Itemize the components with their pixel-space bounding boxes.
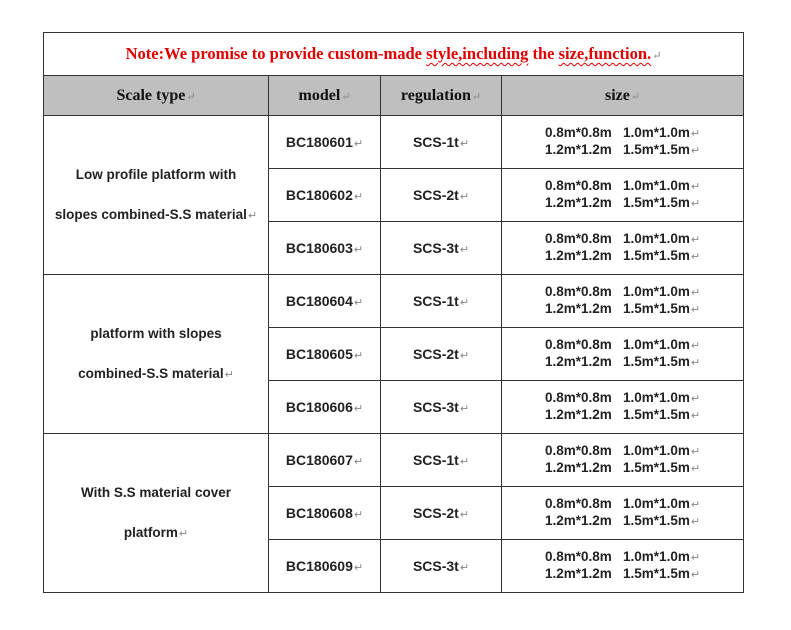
- note-cell: [44, 33, 744, 76]
- header-scale-type: [44, 76, 269, 116]
- size-line-1: [502, 337, 743, 354]
- scale-type-line-2: slopes combined-S.S material: [54, 206, 247, 222]
- size-line-1-text: 0.8m*0.8m 1.0m*1.0m: [544, 390, 690, 405]
- size-cell: [502, 275, 744, 328]
- scale-type-cell: [44, 116, 269, 275]
- size-line-2-text: 1.2m*1.2m 1.5m*1.5m: [544, 354, 690, 369]
- size-line-2: [502, 248, 743, 265]
- model-value: BC180604: [285, 293, 353, 309]
- paragraph-mark-icon: ↵: [690, 499, 701, 511]
- size-line-2-text: 1.2m*1.2m 1.5m*1.5m: [544, 195, 690, 210]
- paragraph-mark-icon: ↵: [459, 350, 470, 362]
- regulation-value: SCS-2t: [412, 505, 459, 521]
- size-cell: [502, 540, 744, 593]
- note-row: [44, 33, 744, 76]
- header-regulation: [381, 76, 502, 116]
- header-scale-type-label: Scale type: [116, 86, 186, 104]
- size-line-2-text: 1.2m*1.2m 1.5m*1.5m: [544, 248, 690, 263]
- paragraph-mark-icon: ↵: [353, 138, 364, 150]
- size-line-2: [502, 513, 743, 530]
- size-line-2: [502, 195, 743, 212]
- model-cell: [269, 381, 381, 434]
- size-line-2: [502, 301, 743, 318]
- regulation-value: SCS-1t: [412, 293, 459, 309]
- paragraph-mark-icon: ↵: [690, 569, 701, 581]
- paragraph-mark-icon: ↵: [690, 287, 701, 299]
- regulation-cell: [381, 222, 502, 275]
- header-model: [269, 76, 381, 116]
- model-value: BC180606: [285, 399, 353, 415]
- regulation-value: SCS-3t: [412, 240, 459, 256]
- note-underlined-1: style,including: [426, 44, 529, 63]
- size-cell: [502, 222, 744, 275]
- paragraph-mark-icon: ↵: [341, 90, 351, 103]
- size-line-1: [502, 231, 743, 248]
- paragraph-mark-icon: ↵: [690, 340, 701, 352]
- scale-type-line-2: combined-S.S material: [78, 365, 224, 381]
- paragraph-mark-icon: ↵: [459, 244, 470, 256]
- scale-type-line-1: With S.S material cover: [81, 484, 231, 500]
- scale-type-cell: [44, 434, 269, 593]
- model-value: BC180601: [285, 134, 353, 150]
- header-regulation-label: regulation: [400, 86, 471, 104]
- paragraph-mark-icon: ↵: [690, 463, 701, 475]
- size-line-1-text: 0.8m*0.8m 1.0m*1.0m: [544, 443, 690, 458]
- size-line-1: [502, 496, 743, 513]
- table-row: [44, 275, 744, 328]
- header-size-label: size: [604, 86, 630, 104]
- size-line-2-text: 1.2m*1.2m 1.5m*1.5m: [544, 566, 690, 581]
- regulation-cell: [381, 275, 502, 328]
- size-line-1-text: 0.8m*0.8m 1.0m*1.0m: [544, 496, 690, 511]
- model-value: BC180609: [285, 558, 353, 574]
- size-line-1: [502, 284, 743, 301]
- paragraph-mark-icon: ↵: [353, 403, 364, 415]
- paragraph-mark-icon: ↵: [353, 509, 364, 521]
- paragraph-mark-icon: ↵: [224, 368, 234, 381]
- paragraph-mark-icon: ↵: [690, 198, 701, 210]
- size-line-1: [502, 549, 743, 566]
- paragraph-mark-icon: ↵: [690, 128, 701, 140]
- regulation-cell: [381, 540, 502, 593]
- regulation-cell: [381, 328, 502, 381]
- paragraph-mark-icon: ↵: [690, 410, 701, 422]
- regulation-value: SCS-3t: [412, 399, 459, 415]
- paragraph-mark-icon: ↵: [353, 350, 364, 362]
- paragraph-mark-icon: ↵: [630, 90, 641, 103]
- header-row: [44, 76, 744, 116]
- size-line-1-text: 0.8m*0.8m 1.0m*1.0m: [544, 337, 690, 352]
- regulation-value: SCS-1t: [412, 134, 459, 150]
- size-cell: [502, 328, 744, 381]
- size-cell: [502, 487, 744, 540]
- regulation-cell: [381, 116, 502, 169]
- scale-type-cell: [44, 275, 269, 434]
- paragraph-mark-icon: ↵: [459, 509, 470, 521]
- size-line-1: [502, 443, 743, 460]
- size-line-2-text: 1.2m*1.2m 1.5m*1.5m: [544, 407, 690, 422]
- paragraph-mark-icon: ↵: [690, 446, 701, 458]
- model-cell: [269, 275, 381, 328]
- regulation-value: SCS-2t: [412, 187, 459, 203]
- paragraph-mark-icon: ↵: [247, 209, 258, 222]
- paragraph-mark-icon: ↵: [690, 234, 701, 246]
- size-cell: [502, 169, 744, 222]
- paragraph-mark-icon: ↵: [353, 297, 364, 309]
- size-line-1-text: 0.8m*0.8m 1.0m*1.0m: [544, 284, 690, 299]
- regulation-value: SCS-2t: [412, 346, 459, 362]
- paragraph-mark-icon: ↵: [353, 456, 364, 468]
- model-cell: [269, 169, 381, 222]
- size-line-1-text: 0.8m*0.8m 1.0m*1.0m: [544, 231, 690, 246]
- header-model-label: model: [298, 86, 341, 104]
- note-underlined-2: size,function.: [558, 44, 652, 63]
- size-line-2: [502, 354, 743, 371]
- spec-table: [43, 32, 744, 593]
- size-line-1-text: 0.8m*0.8m 1.0m*1.0m: [544, 125, 690, 140]
- paragraph-mark-icon: ↵: [459, 138, 470, 150]
- size-cell: [502, 116, 744, 169]
- paragraph-mark-icon: ↵: [471, 90, 482, 103]
- size-line-1-text: 0.8m*0.8m 1.0m*1.0m: [544, 178, 690, 193]
- regulation-value: SCS-3t: [412, 558, 459, 574]
- size-line-2-text: 1.2m*1.2m 1.5m*1.5m: [544, 301, 690, 316]
- paragraph-mark-icon: ↵: [690, 251, 701, 263]
- paragraph-mark-icon: ↵: [690, 516, 701, 528]
- model-cell: [269, 116, 381, 169]
- model-cell: [269, 540, 381, 593]
- model-value: BC180603: [285, 240, 353, 256]
- size-line-2: [502, 460, 743, 477]
- paragraph-mark-icon: ↵: [459, 191, 470, 203]
- paragraph-mark-icon: ↵: [690, 145, 701, 157]
- table-row: [44, 116, 744, 169]
- paragraph-mark-icon: ↵: [353, 191, 364, 203]
- regulation-cell: [381, 487, 502, 540]
- paragraph-mark-icon: ↵: [459, 562, 470, 574]
- paragraph-mark-icon: ↵: [459, 403, 470, 415]
- header-size: [502, 76, 744, 116]
- paragraph-mark-icon: ↵: [353, 244, 364, 256]
- size-line-1: [502, 125, 743, 142]
- paragraph-mark-icon: ↵: [186, 90, 196, 103]
- size-line-2: [502, 407, 743, 424]
- size-line-2-text: 1.2m*1.2m 1.5m*1.5m: [544, 513, 690, 528]
- model-value: BC180608: [285, 505, 353, 521]
- regulation-cell: [381, 169, 502, 222]
- regulation-cell: [381, 381, 502, 434]
- size-line-2-text: 1.2m*1.2m 1.5m*1.5m: [544, 142, 690, 157]
- scale-type-line-1: Low profile platform with: [75, 166, 237, 182]
- scale-type-line-2: platform: [123, 524, 178, 540]
- model-value: BC180605: [285, 346, 353, 362]
- paragraph-mark-icon: ↵: [690, 181, 701, 193]
- paragraph-mark-icon: ↵: [178, 527, 189, 540]
- paragraph-mark-icon: ↵: [690, 393, 701, 405]
- size-line-1: [502, 390, 743, 407]
- size-line-1: [502, 178, 743, 195]
- note-prefix: Note:We promise to provide custom-made: [125, 44, 427, 63]
- model-cell: [269, 487, 381, 540]
- model-cell: [269, 222, 381, 275]
- size-cell: [502, 434, 744, 487]
- size-line-2: [502, 142, 743, 159]
- model-cell: [269, 434, 381, 487]
- size-cell: [502, 381, 744, 434]
- size-line-2-text: 1.2m*1.2m 1.5m*1.5m: [544, 460, 690, 475]
- paragraph-mark-icon: ↵: [353, 562, 364, 574]
- model-value: BC180602: [285, 187, 353, 203]
- size-line-2: [502, 566, 743, 583]
- paragraph-mark-icon: ↵: [459, 297, 470, 309]
- paragraph-mark-icon: ↵: [690, 304, 701, 316]
- scale-type-line-1: platform with slopes: [90, 325, 222, 341]
- size-line-1-text: 0.8m*0.8m 1.0m*1.0m: [544, 549, 690, 564]
- model-value: BC180607: [285, 452, 353, 468]
- regulation-cell: [381, 434, 502, 487]
- model-cell: [269, 328, 381, 381]
- paragraph-mark-icon: ↵: [459, 456, 470, 468]
- table-row: [44, 434, 744, 487]
- regulation-value: SCS-1t: [412, 452, 459, 468]
- paragraph-mark-icon: ↵: [652, 50, 662, 62]
- note-mid: the: [528, 44, 559, 63]
- paragraph-mark-icon: ↵: [690, 357, 701, 369]
- paragraph-mark-icon: ↵: [690, 552, 701, 564]
